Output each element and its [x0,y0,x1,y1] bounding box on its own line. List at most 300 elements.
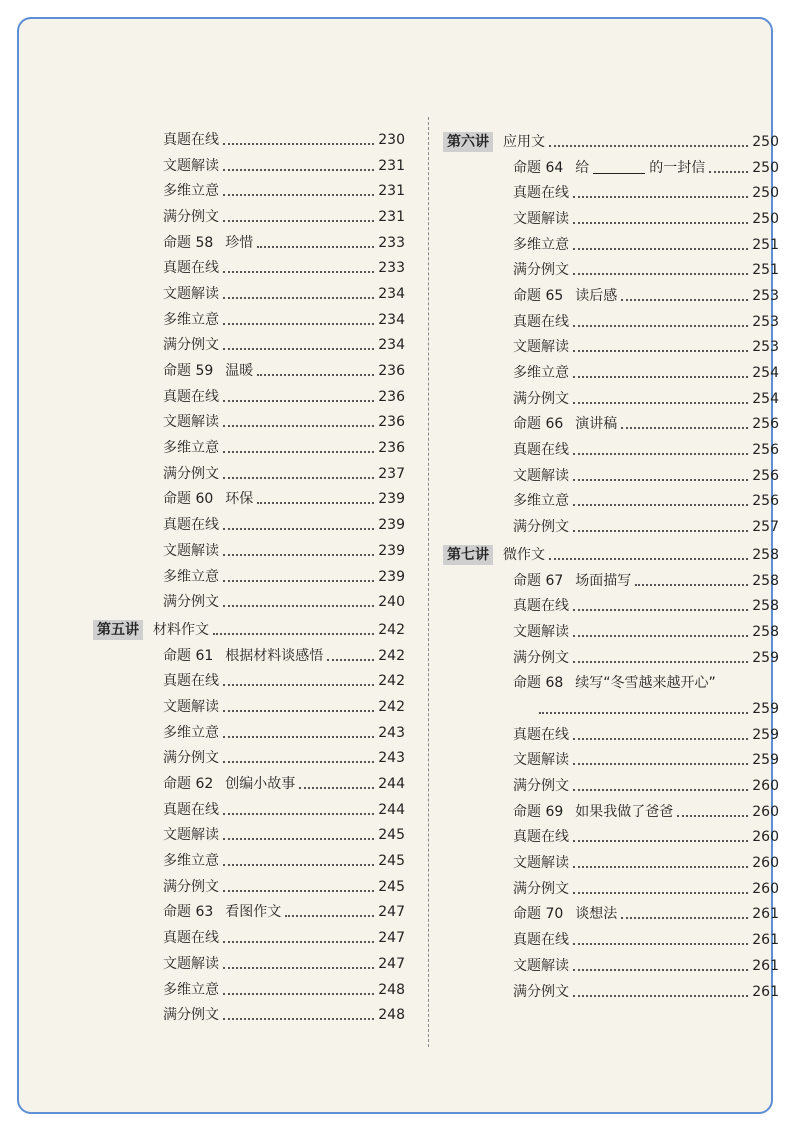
sub-entry-label: 真题在线 [163,388,219,405]
page-number: 237 [378,465,405,482]
sub-entry-label: 真题在线 [163,673,219,690]
page-number: 236 [378,440,405,457]
toc-sub-entry[interactable] [93,255,405,281]
section-title: 微作文 [503,546,545,563]
page-number: 261 [752,957,779,974]
topic-number: 命题 64 [513,159,564,176]
dot-leader [573,969,748,971]
page-number: 247 [378,930,405,947]
dot-leader [257,502,374,504]
toc-sub-entry[interactable] [93,1002,405,1028]
section-heading [443,132,545,152]
topic-heading [443,676,716,690]
toc-sub-entry[interactable] [443,386,779,412]
page-number: 247 [378,955,405,972]
sub-entry-label: 满分例文 [163,878,219,895]
toc-topic-continuation[interactable] [443,696,779,722]
topic-heading [443,161,705,175]
dot-leader [257,246,374,248]
sub-entry-label: 满分例文 [163,750,219,767]
page-number: 261 [752,983,779,1000]
page-number: 250 [752,159,779,176]
page-number: 242 [378,698,405,715]
page-number: 233 [378,234,405,251]
dot-leader [573,635,748,637]
page-number: 254 [752,390,779,407]
dot-leader [223,993,374,995]
toc-topic-entry[interactable] [443,670,779,696]
topic-number: 命题 66 [513,416,564,433]
page-number: 260 [752,829,779,846]
toc-topic-entry[interactable] [443,412,779,438]
topic-title: 场面描写 [575,572,632,589]
page-number: 248 [378,981,405,998]
dot-leader [223,813,374,815]
sub-entry-label: 文题解读 [163,285,219,302]
sub-entry-label: 文题解读 [163,157,219,174]
dot-leader [285,915,374,917]
dot-leader [573,995,748,997]
dot-leader [223,297,374,299]
toc-sub-entry[interactable] [443,850,779,876]
dot-leader [539,712,748,714]
toc-sub-entry[interactable] [443,773,779,799]
toc-sub-entry[interactable] [93,333,405,359]
page-number: 242 [378,621,405,638]
sub-entry-label: 文题解读 [513,210,569,227]
toc-sub-entry[interactable] [93,127,405,153]
page-number: 248 [378,1007,405,1024]
dot-leader [223,736,374,738]
toc-sub-entry[interactable] [93,281,405,307]
page-number: 236 [378,388,405,405]
page-number: 260 [752,855,779,872]
page-number: 233 [378,260,405,277]
page-number: 261 [752,932,779,949]
dot-leader [223,271,374,273]
sub-entry-label: 满分例文 [513,983,569,1000]
section-heading [93,620,209,640]
page-number: 244 [378,801,405,818]
sub-entry-label: 多维立意 [163,440,219,457]
page-number: 239 [378,568,405,585]
sub-entry-label: 满分例文 [513,262,569,279]
toc-sub-entry[interactable] [443,489,779,515]
toc-sub-entry[interactable] [93,538,405,564]
toc-sub-entry[interactable] [443,593,779,619]
topic-heading [443,907,617,921]
page-number: 253 [752,339,779,356]
page-number: 259 [752,752,779,769]
sub-entry-label: 文题解读 [163,698,219,715]
topic-heading [443,574,631,588]
sub-entry-label: 文题解读 [513,957,569,974]
toc-topic-entry[interactable] [443,902,779,928]
dot-leader [223,1018,374,1020]
dot-leader [213,633,374,635]
dot-leader [223,477,374,479]
toc-sub-entry[interactable] [93,823,405,849]
sub-entry-label: 满分例文 [513,519,569,536]
page-number: 253 [752,313,779,330]
page-number: 257 [752,519,779,536]
page-number: 259 [752,700,779,717]
toc-sub-entry[interactable] [443,927,779,953]
toc-sub-entry[interactable] [443,463,779,489]
page-number: 259 [752,726,779,743]
page-number: 239 [378,517,405,534]
page-number: 256 [752,493,779,510]
topic-number: 命题 68 [513,675,564,692]
toc-sub-entry[interactable] [443,514,779,540]
dot-leader [573,892,748,894]
toc-sub-entry[interactable] [93,178,405,204]
toc-topic-entry[interactable] [93,771,405,797]
toc-sub-entry[interactable] [443,979,779,1005]
page-number: 231 [378,183,405,200]
section-heading [443,545,545,565]
fill-blank-line [593,173,645,174]
page-number: 258 [752,598,779,615]
toc-sub-entry[interactable] [443,360,779,386]
dot-leader [573,196,748,198]
sub-entry-label: 真题在线 [513,442,569,459]
page-number: 251 [752,236,779,253]
dot-leader [223,580,374,582]
toc-sub-entry[interactable] [93,746,405,772]
toc-sub-entry[interactable] [93,797,405,823]
toc-topic-entry[interactable] [93,487,405,513]
toc-sub-entry[interactable] [443,748,779,774]
page-number: 234 [378,311,405,328]
toc-sub-entry[interactable] [93,461,405,487]
page-number: 250 [752,185,779,202]
page-number: 239 [378,491,405,508]
topic-heading [93,364,253,378]
toc-sub-entry[interactable] [93,564,405,590]
dot-leader [621,917,748,919]
sub-entry-label: 满分例文 [163,594,219,611]
sub-entry-label: 多维立意 [163,183,219,200]
dot-leader [573,376,748,378]
topic-heading [93,492,253,506]
topic-number: 命题 58 [163,234,214,251]
topic-title: 创编小故事 [225,776,296,793]
topic-heading [93,777,295,791]
dot-leader [573,350,748,352]
page-number: 253 [752,287,779,304]
toc-sub-entry[interactable] [443,257,779,283]
page-number: 256 [752,442,779,459]
topic-number: 命题 67 [513,572,564,589]
dot-leader [327,659,374,661]
page-number: 256 [752,467,779,484]
toc-sub-entry[interactable] [443,619,779,645]
page-number: 234 [378,337,405,354]
sub-entry-label: 满分例文 [513,649,569,666]
sub-entry-label: 满分例文 [163,465,219,482]
page-number: 243 [378,750,405,767]
toc-sub-entry[interactable] [93,204,405,230]
dot-leader [573,738,748,740]
dot-leader [573,248,748,250]
dot-leader [677,815,748,817]
dot-leader [223,194,374,196]
page-number: 245 [378,827,405,844]
dot-leader [573,530,748,532]
toc-sub-entry[interactable] [93,668,405,694]
toc-topic-entry[interactable] [443,283,779,309]
toc-topic-entry[interactable] [93,900,405,926]
topic-number: 命题 62 [163,776,214,793]
page-number: 242 [378,647,405,664]
dot-leader [709,171,748,173]
toc-topic-entry[interactable] [443,568,779,594]
page-number: 251 [752,262,779,279]
dot-leader [223,528,374,530]
sub-entry-label: 文题解读 [513,467,569,484]
sub-entry-label: 文题解读 [163,827,219,844]
toc-sub-entry[interactable] [93,977,405,1003]
toc-topic-entry[interactable] [93,643,405,669]
dot-leader [573,840,748,842]
page-number: 244 [378,776,405,793]
topic-title: 续写“冬雪越来越开心” [575,675,716,692]
topic-title: 谈想法 [575,906,618,923]
dot-leader [223,864,374,866]
toc-sub-entry[interactable] [443,206,779,232]
dot-leader [573,943,748,945]
sub-entry-label: 真题在线 [513,726,569,743]
dot-leader [223,220,374,222]
sub-entry-label: 真题在线 [513,932,569,949]
toc-topic-entry[interactable] [443,155,779,181]
toc-sub-entry[interactable] [93,153,405,179]
dot-leader [223,323,374,325]
dot-leader [223,169,374,171]
topic-heading [93,905,281,919]
sub-entry-label: 满分例文 [513,390,569,407]
toc-sub-entry[interactable] [93,435,405,461]
column-divider [428,117,429,1047]
page-number: 230 [378,131,405,148]
topic-number: 命题 61 [163,647,214,664]
toc-sub-entry[interactable] [93,410,405,436]
toc-left-column [93,127,405,1028]
toc-sub-entry[interactable] [443,335,779,361]
page-number: 247 [378,904,405,921]
toc-section-entry[interactable] [443,129,779,155]
sub-entry-label: 真题在线 [163,801,219,818]
topic-title: 演讲稿 [575,416,618,433]
sub-entry-label: 真题在线 [163,930,219,947]
topic-heading [93,236,253,250]
toc-section-entry[interactable] [443,542,779,568]
topic-heading [443,805,673,819]
topic-title: 环保 [225,491,254,508]
page-number: 243 [378,724,405,741]
dot-leader [573,273,748,275]
sub-entry-label: 多维立意 [163,724,219,741]
dot-leader [621,427,748,429]
page-number: 250 [752,133,779,150]
toc-sub-entry[interactable] [443,180,779,206]
page-number: 258 [752,623,779,640]
dot-leader [573,479,748,481]
toc-sub-entry[interactable] [93,384,405,410]
topic-title: 读后感 [575,287,618,304]
dot-leader [223,451,374,453]
toc-topic-entry[interactable] [93,358,405,384]
topic-number: 命题 60 [163,491,214,508]
sub-entry-label: 文题解读 [513,752,569,769]
toc-sub-entry[interactable] [443,309,779,335]
topic-heading [443,417,617,431]
topic-number: 命题 63 [163,904,214,921]
dot-leader [573,222,748,224]
toc-sub-entry[interactable] [93,848,405,874]
toc-sub-entry[interactable] [443,876,779,902]
toc-topic-entry[interactable] [443,799,779,825]
sub-entry-label: 真题在线 [163,260,219,277]
sub-entry-label: 多维立意 [513,236,569,253]
sub-entry-label: 多维立意 [163,981,219,998]
topic-title: 如果我做了爸爸 [575,803,674,820]
topic-number: 命题 69 [513,803,564,820]
dot-leader [573,789,748,791]
dot-leader [223,400,374,402]
toc-right-column [443,127,779,1004]
toc-sub-entry[interactable] [93,925,405,951]
page-number: 240 [378,594,405,611]
sub-entry-label: 多维立意 [163,568,219,585]
section-badge: 第五讲 [93,620,143,640]
sub-entry-label: 多维立意 [513,365,569,382]
topic-number: 命题 70 [513,906,564,923]
page-number: 234 [378,285,405,302]
section-title: 材料作文 [153,621,209,638]
page-number: 231 [378,208,405,225]
dot-leader [223,605,374,607]
toc-sub-entry[interactable] [443,232,779,258]
sub-entry-label: 真题在线 [163,131,219,148]
sub-entry-label: 真题在线 [513,598,569,615]
toc-sub-entry[interactable] [93,589,405,615]
toc-sub-entry[interactable] [93,307,405,333]
page-number: 245 [378,853,405,870]
toc-sub-entry[interactable] [443,437,779,463]
page-number: 261 [752,906,779,923]
dot-leader [549,145,748,147]
section-badge: 第七讲 [443,545,493,565]
dot-leader [549,558,748,560]
dot-leader [223,761,374,763]
page-number: 245 [378,878,405,895]
dot-leader [223,425,374,427]
sub-entry-label: 真题在线 [513,313,569,330]
sub-entry-label: 文题解读 [163,414,219,431]
sub-entry-label: 文题解读 [513,623,569,640]
topic-number: 命题 65 [513,287,564,304]
page-number: 260 [752,778,779,795]
page-number: 258 [752,572,779,589]
sub-entry-label: 满分例文 [513,778,569,795]
topic-title: 珍惜 [225,234,254,251]
dot-leader [223,967,374,969]
dot-leader [223,838,374,840]
page-number: 256 [752,416,779,433]
dot-leader [573,661,748,663]
dot-leader [573,453,748,455]
page-number: 259 [752,649,779,666]
sub-entry-label: 多维立意 [163,311,219,328]
page-number: 236 [378,414,405,431]
sub-entry-label: 真题在线 [163,517,219,534]
toc-sub-entry[interactable] [93,694,405,720]
dot-leader [223,710,374,712]
toc-sub-entry[interactable] [93,874,405,900]
topic-heading [443,289,617,303]
sub-entry-label: 文题解读 [163,542,219,559]
toc-sub-entry[interactable] [443,825,779,851]
sub-entry-label: 满分例文 [163,337,219,354]
toc-sub-entry[interactable] [443,645,779,671]
toc-sub-entry[interactable] [443,722,779,748]
dot-leader [573,325,748,327]
dot-leader [223,348,374,350]
page-number: 260 [752,803,779,820]
dot-leader [573,609,748,611]
topic-heading [93,649,323,663]
page-number: 239 [378,542,405,559]
page-number: 236 [378,363,405,380]
topic-title: 看图作文 [225,904,282,921]
sub-entry-label: 文题解读 [163,955,219,972]
page-number: 250 [752,210,779,227]
dot-leader [621,299,748,301]
dot-leader [635,584,748,586]
sub-entry-label: 满分例文 [163,208,219,225]
dot-leader [573,504,748,506]
dot-leader [573,763,748,765]
sub-entry-label: 文题解读 [513,855,569,872]
sub-entry-label: 文题解读 [513,339,569,356]
topic-title: 根据材料谈感悟 [225,647,324,664]
sub-entry-label: 多维立意 [163,853,219,870]
dot-leader [223,684,374,686]
topic-title-pre: 给 [575,159,590,176]
dot-leader [223,554,374,556]
sub-entry-label: 满分例文 [163,1007,219,1024]
toc-sub-entry[interactable] [93,720,405,746]
section-badge: 第六讲 [443,132,493,152]
dot-leader [223,890,374,892]
toc-sub-entry[interactable] [443,953,779,979]
page-number: 242 [378,673,405,690]
section-title: 应用文 [503,133,545,150]
sub-entry-label: 真题在线 [513,829,569,846]
toc-topic-entry[interactable] [93,230,405,256]
toc-sub-entry[interactable] [93,951,405,977]
toc-section-entry[interactable] [93,617,405,643]
page-frame [17,17,779,1114]
page-number: 254 [752,365,779,382]
toc-sub-entry[interactable] [93,512,405,538]
topic-number: 命题 59 [163,363,214,380]
page-number: 260 [752,880,779,897]
dot-leader [573,866,748,868]
topic-title-post: 的一封信 [649,159,706,176]
